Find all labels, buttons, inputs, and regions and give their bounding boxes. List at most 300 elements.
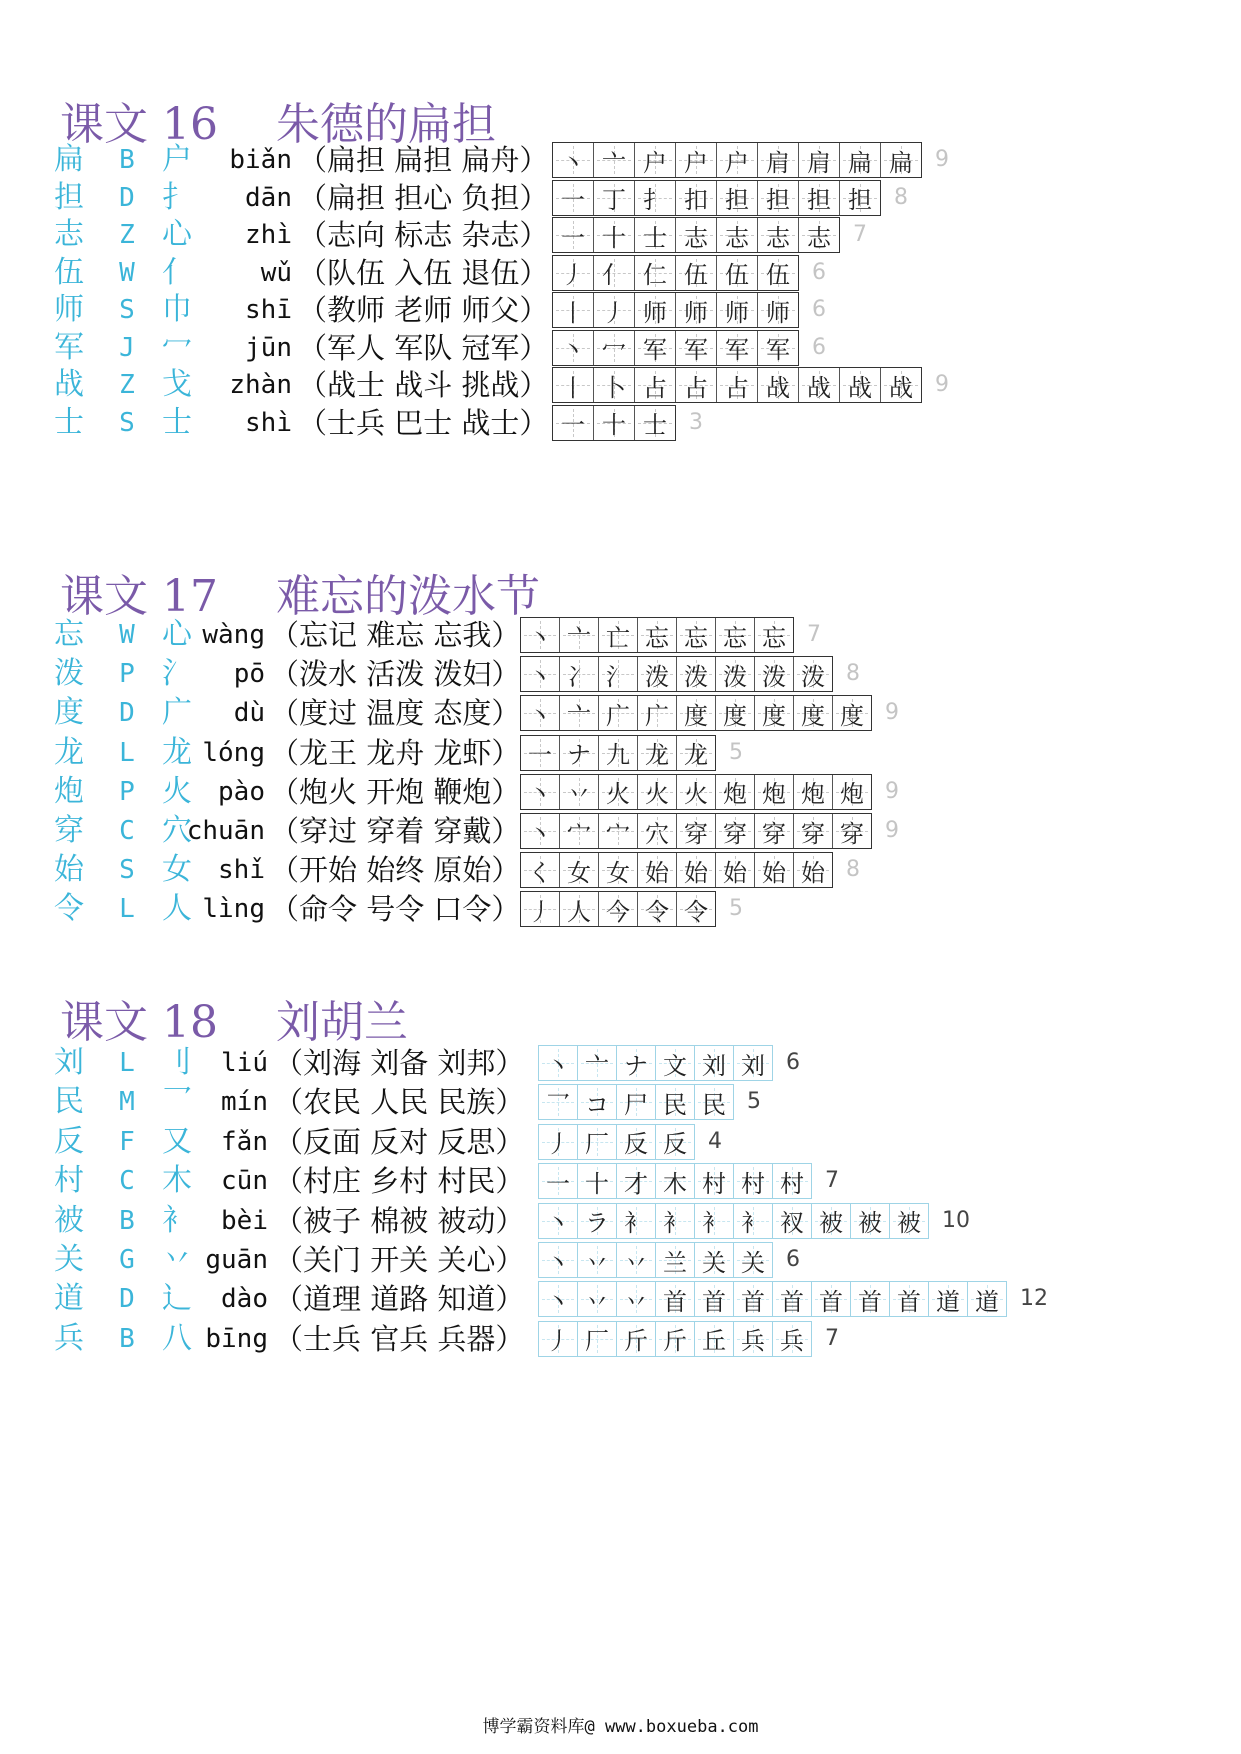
- stroke-glyph: 志: [725, 223, 749, 252]
- stroke-cell: [717, 181, 758, 215]
- initial-letter: P: [119, 776, 135, 807]
- stroke-glyph: 道: [936, 1287, 960, 1316]
- stroke-glyph: 师: [725, 298, 749, 327]
- character: 刘: [54, 1045, 84, 1080]
- initial-letter: W: [119, 257, 135, 288]
- stroke-cell: [734, 1164, 773, 1198]
- initial-letter: S: [119, 855, 135, 886]
- radical: 冖: [162, 329, 192, 365]
- stroke-cell: [617, 1164, 656, 1198]
- stroke-glyph: 文: [663, 1051, 687, 1080]
- stroke-glyph: 穿: [762, 819, 786, 848]
- initial-letter: P: [119, 659, 135, 690]
- stroke-cell: [539, 1204, 578, 1238]
- character: 扁: [54, 142, 84, 177]
- pinyin: bèi: [221, 1205, 268, 1236]
- stroke-glyph: 衩: [780, 1209, 804, 1238]
- radical: 女: [162, 852, 192, 888]
- stroke-glyph: 丨: [561, 373, 585, 402]
- initial-letter: L: [119, 737, 135, 768]
- initial-letter: B: [119, 1323, 135, 1354]
- stroke-cell: [539, 1243, 578, 1277]
- stroke-order-grid: [520, 656, 833, 692]
- stroke-glyph: 度: [684, 701, 708, 730]
- stroke-cell: [840, 368, 881, 402]
- pinyin: lìng: [202, 894, 265, 925]
- stroke-glyph: 户: [643, 148, 667, 177]
- stroke-glyph: 令: [645, 897, 669, 926]
- stroke-glyph: 炮: [723, 780, 747, 809]
- pinyin: fǎn: [221, 1126, 268, 1157]
- stroke-glyph: 度: [840, 701, 864, 730]
- stroke-order-grid: [538, 1045, 773, 1081]
- stroke-glyph: 丿: [546, 1130, 570, 1159]
- example-words: （村庄 乡村 村民）: [274, 1164, 525, 1199]
- stroke-glyph: 丷: [624, 1287, 648, 1316]
- pinyin: dào: [221, 1284, 268, 1315]
- stroke-glyph: 衤: [663, 1209, 687, 1238]
- stroke-cell: [773, 1204, 812, 1238]
- stroke-cell: [656, 1282, 695, 1316]
- stroke-glyph: ナ: [567, 741, 591, 770]
- stroke-cell: [716, 696, 755, 730]
- stroke-glyph: 户: [725, 148, 749, 177]
- stroke-count: 12: [1020, 1286, 1048, 1312]
- stroke-cell: [553, 368, 594, 402]
- stroke-glyph: 关: [702, 1248, 726, 1277]
- stroke-cell: [617, 1085, 656, 1119]
- stroke-cell: [638, 657, 677, 691]
- example-words: （穿过 穿着 穿戴）: [270, 814, 521, 848]
- stroke-cell: [812, 1282, 851, 1316]
- stroke-cell: [638, 814, 677, 848]
- stroke-cell: [594, 218, 635, 252]
- stroke-order-grid: [538, 1281, 1007, 1317]
- stroke-glyph: 丶: [528, 701, 552, 730]
- stroke-cell: [599, 775, 638, 809]
- stroke-order-grid: [520, 735, 716, 771]
- stroke-cell: [734, 1243, 772, 1277]
- stroke-glyph: 始: [645, 858, 669, 887]
- stroke-count: 6: [812, 297, 826, 322]
- stroke-cell: [676, 143, 717, 177]
- radical: 刂: [162, 1045, 192, 1080]
- stroke-order-grid: [538, 1242, 773, 1278]
- stroke-count: 7: [825, 1168, 839, 1194]
- stroke-glyph: 战: [889, 373, 913, 402]
- stroke-order-grid: [520, 891, 716, 927]
- stroke-order-grid: [552, 367, 922, 403]
- stroke-glyph: 木: [663, 1169, 687, 1198]
- initial-letter: Z: [119, 370, 135, 400]
- stroke-cell: [521, 618, 560, 652]
- stroke-cell: [656, 1125, 694, 1159]
- stroke-cell: [553, 406, 594, 440]
- stroke-cell: [656, 1322, 695, 1356]
- stroke-cell: [677, 618, 716, 652]
- stroke-glyph: コ: [585, 1090, 609, 1119]
- stroke-cell: [677, 696, 716, 730]
- stroke-cell: [656, 1204, 695, 1238]
- stroke-glyph: 战: [766, 373, 790, 402]
- stroke-glyph: 宀: [606, 819, 630, 848]
- stroke-glyph: 被: [897, 1209, 921, 1238]
- stroke-cell: [677, 853, 716, 887]
- stroke-glyph: 泼: [645, 662, 669, 691]
- example-words: （龙王 龙舟 龙虾）: [270, 735, 521, 770]
- initial-letter: G: [119, 1245, 135, 1275]
- stroke-glyph: 九: [606, 741, 630, 770]
- stroke-glyph: 始: [801, 858, 825, 887]
- pinyin: lóng: [202, 737, 265, 768]
- example-words: （忘记 难忘 忘我）: [270, 618, 521, 652]
- stroke-cell: [799, 218, 839, 252]
- stroke-order-grid: [538, 1084, 734, 1120]
- stroke-glyph: 村: [780, 1169, 804, 1198]
- radical: 辶: [162, 1281, 192, 1317]
- stroke-cell: [539, 1085, 578, 1119]
- stroke-cell: [617, 1322, 656, 1356]
- stroke-glyph: 泼: [801, 662, 825, 691]
- stroke-order-grid: [520, 617, 794, 653]
- stroke-glyph: 火: [606, 780, 630, 809]
- stroke-glyph: 十: [602, 411, 626, 439]
- initial-letter: B: [119, 1205, 135, 1236]
- stroke-glyph: 衤: [624, 1209, 648, 1238]
- example-words: （教师 老师 师父）: [298, 293, 549, 327]
- stroke-glyph: 穴: [645, 819, 669, 848]
- stroke-glyph: 亠: [602, 148, 626, 177]
- stroke-glyph: 丿: [561, 261, 585, 289]
- stroke-glyph: 今: [606, 897, 630, 926]
- stroke-cell: [717, 218, 758, 252]
- stroke-glyph: 伍: [766, 261, 790, 289]
- stroke-cell: [676, 181, 717, 215]
- stroke-glyph: 度: [801, 701, 825, 730]
- stroke-glyph: 伍: [725, 261, 749, 289]
- example-words: （开始 始终 原始）: [270, 853, 521, 888]
- stroke-cell: [560, 618, 599, 652]
- stroke-glyph: 首: [897, 1287, 921, 1316]
- stroke-glyph: 穿: [723, 819, 747, 848]
- stroke-glyph: 忘: [762, 623, 786, 652]
- stroke-cell: [833, 696, 871, 730]
- stroke-glyph: 丿: [602, 298, 626, 327]
- stroke-order-grid: [538, 1321, 812, 1357]
- initial-letter: D: [119, 1284, 135, 1315]
- stroke-cell: [521, 736, 560, 770]
- stroke-cell: [758, 331, 798, 365]
- stroke-cell: [676, 331, 717, 365]
- stroke-order-grid: [538, 1203, 929, 1239]
- example-words: （泼水 活泼 泼妇）: [270, 657, 521, 692]
- radical: 衤: [162, 1202, 192, 1238]
- stroke-cell: [677, 736, 715, 770]
- stroke-cell: [635, 256, 676, 290]
- initial-letter: C: [119, 816, 135, 846]
- stroke-cell: [890, 1282, 929, 1316]
- example-words: （命令 号令 口令）: [270, 892, 521, 927]
- stroke-cell: [578, 1085, 617, 1119]
- stroke-glyph: 尸: [624, 1090, 648, 1119]
- character: 炮: [54, 773, 84, 809]
- pinyin: guān: [205, 1245, 268, 1275]
- pinyin: shì: [245, 407, 292, 438]
- stroke-cell: [560, 736, 599, 770]
- stroke-glyph: 担: [848, 186, 872, 214]
- stroke-glyph: 伍: [684, 261, 708, 289]
- stroke-glyph: 肩: [807, 148, 831, 177]
- stroke-count: 9: [935, 372, 949, 397]
- stroke-glyph: 一: [561, 223, 585, 252]
- stroke-cell: [734, 1204, 773, 1238]
- stroke-cell: [677, 775, 716, 809]
- character: 关: [54, 1242, 84, 1277]
- character: 忘: [54, 617, 84, 652]
- pinyin: biǎn: [229, 145, 292, 175]
- character: 担: [54, 179, 84, 215]
- stroke-glyph: 担: [725, 186, 749, 214]
- stroke-cell: [521, 657, 560, 691]
- character: 度: [54, 695, 84, 731]
- stroke-glyph: 师: [766, 298, 790, 327]
- stroke-cell: [599, 618, 638, 652]
- stroke-glyph: 女: [567, 858, 591, 887]
- stroke-glyph: 扁: [848, 148, 872, 177]
- stroke-order-grid: [520, 852, 833, 888]
- stroke-cell: [594, 256, 635, 290]
- stroke-cell: [521, 775, 560, 809]
- stroke-glyph: 肩: [766, 148, 790, 177]
- lesson-header: [60, 986, 408, 1050]
- character: 村: [54, 1163, 84, 1199]
- example-words: （士兵 官兵 兵器）: [274, 1321, 525, 1356]
- stroke-cell: [717, 368, 758, 402]
- stroke-glyph: 仁: [643, 261, 667, 289]
- pinyin: zhàn: [229, 370, 292, 400]
- stroke-cell: [539, 1046, 578, 1080]
- pinyin: shī: [245, 295, 292, 325]
- stroke-cell: [799, 143, 840, 177]
- stroke-cell: [881, 368, 921, 402]
- stroke-glyph: 十: [602, 223, 626, 252]
- stroke-cell: [599, 892, 638, 926]
- character: 志: [54, 217, 84, 252]
- stroke-glyph: 丘: [702, 1327, 726, 1356]
- stroke-cell: [676, 218, 717, 252]
- stroke-cell: [755, 853, 794, 887]
- example-words: （扁担 扁担 扁舟）: [298, 143, 549, 177]
- stroke-glyph: 十: [585, 1169, 609, 1198]
- example-words: （关门 开关 关心）: [274, 1243, 525, 1277]
- stroke-cell: [617, 1282, 656, 1316]
- example-words: （农民 人民 民族）: [274, 1085, 525, 1120]
- stroke-cell: [553, 256, 594, 290]
- stroke-cell: [799, 368, 840, 402]
- stroke-glyph: 炮: [801, 780, 825, 809]
- initial-letter: S: [119, 295, 135, 325]
- radical: 又: [162, 1123, 192, 1159]
- stroke-glyph: 宀: [567, 819, 591, 848]
- stroke-count: 8: [846, 857, 860, 883]
- stroke-glyph: 炮: [840, 780, 864, 809]
- stroke-cell: [521, 814, 560, 848]
- stroke-cell: [617, 1204, 656, 1238]
- stroke-glyph: 丶: [561, 148, 585, 177]
- example-words: （扁担 担心 负担）: [298, 180, 549, 215]
- stroke-cell: [553, 143, 594, 177]
- stroke-cell: [617, 1243, 656, 1277]
- pinyin: mín: [221, 1087, 268, 1118]
- stroke-cell: [968, 1282, 1006, 1316]
- stroke-count: 9: [885, 700, 899, 726]
- stroke-cell: [594, 181, 635, 215]
- stroke-cell: [716, 853, 755, 887]
- lesson-number: 课文 16: [60, 99, 218, 150]
- stroke-cell: [695, 1046, 734, 1080]
- stroke-glyph: 刘: [702, 1051, 726, 1080]
- stroke-glyph: 一: [546, 1169, 570, 1198]
- stroke-glyph: 始: [684, 858, 708, 887]
- stroke-glyph: 军: [643, 336, 667, 364]
- stroke-order-grid: [552, 217, 840, 253]
- stroke-glyph: 龙: [684, 741, 708, 770]
- stroke-glyph: 志: [766, 223, 790, 252]
- radical: 八: [162, 1320, 192, 1356]
- stroke-glyph: 始: [762, 858, 786, 887]
- pinyin: zhì: [245, 220, 292, 250]
- stroke-cell: [521, 892, 560, 926]
- pinyin: chuān: [186, 816, 265, 846]
- stroke-order-grid: [520, 774, 872, 810]
- stroke-glyph: 一: [528, 741, 552, 770]
- stroke-cell: [539, 1164, 578, 1198]
- stroke-glyph: 亠: [567, 623, 591, 652]
- initial-letter: C: [119, 1166, 135, 1197]
- radical: 乛: [162, 1084, 192, 1120]
- stroke-count: 9: [935, 147, 949, 172]
- radical: 扌: [162, 179, 192, 215]
- stroke-glyph: 担: [766, 186, 790, 214]
- stroke-glyph: 士: [643, 223, 667, 252]
- stroke-cell: [539, 1282, 578, 1316]
- character: 始: [54, 852, 84, 888]
- stroke-cell: [734, 1322, 773, 1356]
- stroke-cell: [635, 143, 676, 177]
- stroke-cell: [560, 892, 599, 926]
- pinyin: bīng: [205, 1323, 268, 1354]
- stroke-glyph: 令: [684, 897, 708, 926]
- stroke-glyph: 志: [807, 223, 831, 252]
- stroke-glyph: 丶: [528, 819, 552, 848]
- stroke-glyph: 扌: [643, 186, 667, 214]
- stroke-cell: [794, 657, 832, 691]
- stroke-glyph: 民: [702, 1090, 726, 1119]
- stroke-glyph: 反: [624, 1130, 648, 1159]
- stroke-glyph: 军: [725, 336, 749, 364]
- stroke-cell: [560, 853, 599, 887]
- example-words: （士兵 巴士 战士）: [298, 405, 549, 440]
- stroke-glyph: 被: [858, 1209, 882, 1238]
- stroke-cell: [717, 293, 758, 327]
- stroke-cell: [734, 1282, 773, 1316]
- stroke-cell: [758, 293, 798, 327]
- initial-letter: L: [119, 894, 135, 925]
- stroke-glyph: 忘: [645, 623, 669, 652]
- stroke-glyph: 冖: [602, 336, 626, 364]
- stroke-glyph: 师: [643, 298, 667, 327]
- stroke-cell: [656, 1046, 695, 1080]
- stroke-glyph: 兰: [663, 1248, 687, 1277]
- stroke-glyph: 广: [606, 701, 630, 730]
- initial-letter: W: [119, 620, 135, 650]
- stroke-cell: [840, 181, 880, 215]
- stroke-glyph: 忘: [723, 623, 747, 652]
- stroke-glyph: 衤: [702, 1209, 726, 1238]
- stroke-cell: [594, 368, 635, 402]
- stroke-cell: [578, 1204, 617, 1238]
- stroke-count: 10: [942, 1207, 970, 1233]
- stroke-glyph: 反: [663, 1130, 687, 1159]
- stroke-order-grid: [520, 695, 872, 731]
- stroke-cell: [635, 331, 676, 365]
- stroke-glyph: 丶: [528, 662, 552, 691]
- stroke-glyph: 丶: [546, 1287, 570, 1316]
- stroke-count: 7: [853, 222, 867, 247]
- stroke-cell: [638, 853, 677, 887]
- stroke-glyph: 扣: [684, 186, 708, 214]
- pinyin: shǐ: [218, 855, 265, 886]
- stroke-cell: [695, 1322, 734, 1356]
- stroke-glyph: 兵: [780, 1327, 804, 1356]
- stroke-cell: [833, 814, 871, 848]
- stroke-cell: [890, 1204, 928, 1238]
- radical: 丷: [162, 1242, 192, 1277]
- example-words: （度过 温度 态度）: [270, 696, 521, 731]
- initial-letter: S: [119, 407, 135, 438]
- stroke-glyph: 首: [858, 1287, 882, 1316]
- stroke-glyph: 志: [684, 223, 708, 252]
- stroke-glyph: 士: [643, 411, 667, 439]
- stroke-cell: [521, 696, 560, 730]
- stroke-order-grid: [538, 1124, 695, 1160]
- stroke-cell: [840, 143, 881, 177]
- stroke-glyph: 占: [643, 373, 667, 402]
- stroke-glyph: 穿: [801, 819, 825, 848]
- example-words: （志向 标志 杂志）: [298, 218, 549, 252]
- stroke-cell: [755, 696, 794, 730]
- stroke-count: 7: [807, 622, 821, 647]
- stroke-cell: [773, 1322, 811, 1356]
- radical: 心: [162, 217, 192, 252]
- pinyin: pào: [218, 776, 265, 807]
- stroke-count: 7: [825, 1325, 839, 1351]
- stroke-glyph: 丷: [624, 1248, 648, 1277]
- stroke-cell: [717, 331, 758, 365]
- stroke-cell: [799, 181, 840, 215]
- initial-letter: F: [119, 1126, 135, 1157]
- stroke-cell: [638, 775, 677, 809]
- stroke-cell: [716, 814, 755, 848]
- stroke-cell: [812, 1204, 851, 1238]
- stroke-cell: [758, 368, 799, 402]
- stroke-cell: [635, 406, 675, 440]
- stroke-glyph: 厂: [585, 1327, 609, 1356]
- stroke-cell: [794, 853, 832, 887]
- lesson-title: 朱德的扁担: [276, 99, 496, 150]
- lesson-title: 刘胡兰: [276, 997, 408, 1048]
- stroke-glyph: 泼: [684, 662, 708, 691]
